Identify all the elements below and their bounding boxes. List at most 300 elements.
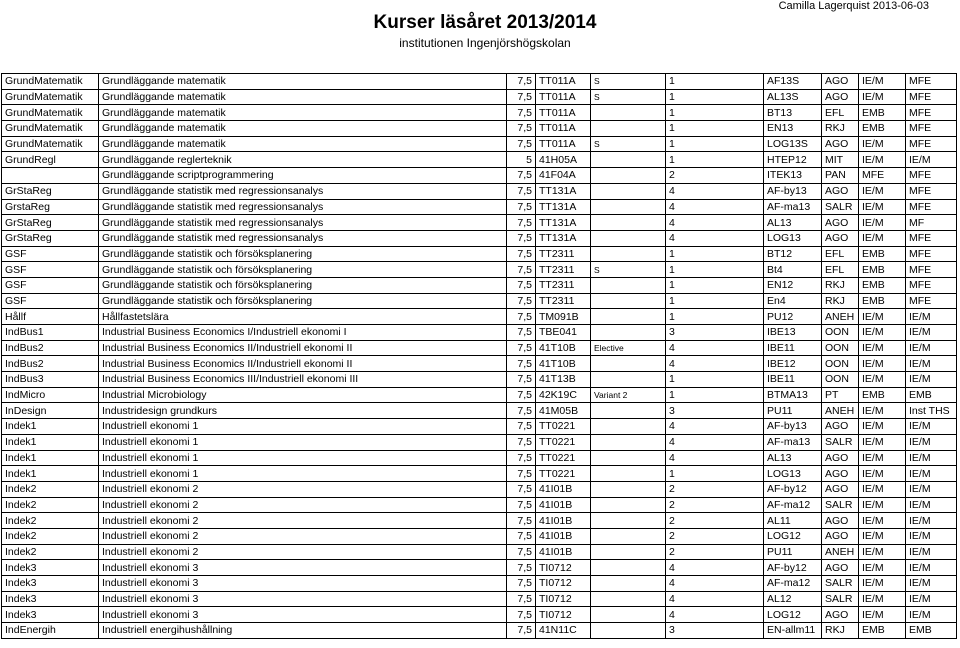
cell-period: 4	[666, 450, 764, 466]
cell-class-group: IBE13	[764, 325, 822, 341]
table-row	[2, 262, 957, 278]
cell-course-id: TT131A	[536, 199, 591, 215]
cell-teacher: EFL	[822, 262, 859, 278]
cell-responsible: MFE	[906, 262, 957, 278]
cell-period: 1	[666, 262, 764, 278]
cell-course-name: Grundläggande reglerteknik	[99, 152, 507, 168]
cell-responsible: IE/M	[906, 309, 957, 325]
cell-course-id: TT0221	[536, 466, 591, 482]
cell-class-group: AF-by12	[764, 560, 822, 576]
cell-class-group: AF13S	[764, 74, 822, 90]
cell-department: EMB	[859, 121, 906, 137]
cell-credits: 7,5	[507, 74, 536, 90]
table-row	[2, 560, 957, 576]
cell-department: IE/M	[859, 466, 906, 482]
cell-course-name: Industridesign grundkurs	[99, 403, 507, 419]
cell-responsible: MFE	[906, 105, 957, 121]
table-row	[2, 199, 957, 215]
cell-course-name: Industriell ekonomi 3	[99, 607, 507, 623]
cell-credits: 7,5	[507, 528, 536, 544]
cell-credits: 7,5	[507, 576, 536, 592]
cell-course-id: TBE041	[536, 325, 591, 341]
cell-teacher: AGO	[822, 230, 859, 246]
cell-course-id: 41T10B	[536, 356, 591, 372]
cell-class-group: AF-ma13	[764, 199, 822, 215]
cell-course-code: Indek3	[2, 607, 99, 623]
cell-course-id: TT2311	[536, 293, 591, 309]
cell-course-type: S	[591, 136, 666, 152]
cell-responsible: IE/M	[906, 419, 957, 435]
cell-course-name: Industriell ekonomi 3	[99, 591, 507, 607]
cell-teacher: PAN	[822, 168, 859, 184]
cell-teacher: AGO	[822, 89, 859, 105]
cell-responsible: MFE	[906, 293, 957, 309]
cell-responsible: EMB	[906, 387, 957, 403]
cell-class-group: AF-ma12	[764, 576, 822, 592]
cell-period: 2	[666, 513, 764, 529]
table-row	[2, 121, 957, 137]
table-row	[2, 215, 957, 231]
cell-teacher: AGO	[822, 560, 859, 576]
cell-teacher: AGO	[822, 481, 859, 497]
cell-course-id: TT011A	[536, 74, 591, 90]
cell-responsible: IE/M	[906, 528, 957, 544]
cell-course-id: TT0221	[536, 434, 591, 450]
cell-course-id: 41N11C	[536, 623, 591, 639]
table-row	[2, 481, 957, 497]
course-table	[1, 73, 957, 639]
cell-course-name: Grundläggande matematik	[99, 136, 507, 152]
cell-credits: 7,5	[507, 466, 536, 482]
cell-course-id: TT011A	[536, 136, 591, 152]
cell-responsible: MFE	[906, 121, 957, 137]
table-row	[2, 356, 957, 372]
cell-course-code: Indek2	[2, 528, 99, 544]
table-row	[2, 434, 957, 450]
cell-period: 1	[666, 136, 764, 152]
cell-course-name: Grundläggande scriptprogrammering	[99, 168, 507, 184]
cell-credits: 7,5	[507, 121, 536, 137]
cell-class-group: EN12	[764, 277, 822, 293]
cell-period: 4	[666, 230, 764, 246]
cell-class-group: Bt4	[764, 262, 822, 278]
cell-course-id: 41I01B	[536, 544, 591, 560]
cell-course-id: TT0221	[536, 419, 591, 435]
cell-credits: 7,5	[507, 591, 536, 607]
cell-course-id: 41F04A	[536, 168, 591, 184]
cell-course-code: GrStaReg	[2, 183, 99, 199]
cell-course-name: Grundläggande matematik	[99, 121, 507, 137]
cell-course-type: S	[591, 74, 666, 90]
cell-course-code: GSF	[2, 277, 99, 293]
cell-course-name: Industriell ekonomi 2	[99, 544, 507, 560]
table-row	[2, 105, 957, 121]
cell-period: 4	[666, 576, 764, 592]
cell-teacher: SALR	[822, 434, 859, 450]
table-row	[2, 387, 957, 403]
cell-teacher: ANEH	[822, 403, 859, 419]
cell-teacher: AGO	[822, 419, 859, 435]
cell-teacher: RKJ	[822, 293, 859, 309]
cell-course-type	[591, 356, 666, 372]
cell-course-type: S	[591, 262, 666, 278]
cell-responsible: MFE	[906, 277, 957, 293]
cell-period: 1	[666, 121, 764, 137]
cell-credits: 7,5	[507, 183, 536, 199]
cell-class-group: LOG13S	[764, 136, 822, 152]
cell-department: MFE	[859, 168, 906, 184]
cell-credits: 7,5	[507, 623, 536, 639]
page-subtitle: institutionen Ingenjörshögskolan	[399, 36, 571, 50]
cell-course-type	[591, 419, 666, 435]
cell-course-name: Hållfastetslära	[99, 309, 507, 325]
cell-department: IE/M	[859, 528, 906, 544]
cell-course-id: TT2311	[536, 262, 591, 278]
cell-teacher: AGO	[822, 607, 859, 623]
cell-course-name: Grundläggande statistik med regressionsanalys	[99, 199, 507, 215]
cell-course-code: GSF	[2, 293, 99, 309]
cell-period: 1	[666, 466, 764, 482]
cell-course-type	[591, 481, 666, 497]
cell-course-type	[591, 497, 666, 513]
table-row	[2, 466, 957, 482]
cell-course-code: InDesign	[2, 403, 99, 419]
cell-class-group: IBE12	[764, 356, 822, 372]
cell-course-code: GrundMatematik	[2, 74, 99, 90]
cell-responsible: IE/M	[906, 481, 957, 497]
cell-period: 1	[666, 89, 764, 105]
cell-department: IE/M	[859, 513, 906, 529]
cell-period: 2	[666, 528, 764, 544]
cell-period: 1	[666, 74, 764, 90]
cell-period: 1	[666, 277, 764, 293]
cell-period: 2	[666, 544, 764, 560]
table-row	[2, 403, 957, 419]
cell-teacher: AGO	[822, 450, 859, 466]
cell-credits: 7,5	[507, 340, 536, 356]
cell-course-code: GrStaReg	[2, 215, 99, 231]
cell-period: 4	[666, 340, 764, 356]
cell-period: 4	[666, 419, 764, 435]
table-row	[2, 513, 957, 529]
cell-course-name: Grundläggande statistik och försöksplanering	[99, 293, 507, 309]
cell-period: 4	[666, 434, 764, 450]
table-row	[2, 230, 957, 246]
cell-responsible: MFE	[906, 246, 957, 262]
cell-class-group: IBE11	[764, 372, 822, 388]
cell-period: 4	[666, 560, 764, 576]
cell-course-id: 41T10B	[536, 340, 591, 356]
cell-course-name: Industriell ekonomi 1	[99, 434, 507, 450]
cell-credits: 7,5	[507, 434, 536, 450]
cell-credits: 7,5	[507, 215, 536, 231]
cell-department: EMB	[859, 293, 906, 309]
cell-course-id: TT131A	[536, 230, 591, 246]
page-header	[0, 0, 960, 72]
table-row	[2, 544, 957, 560]
cell-credits: 7,5	[507, 230, 536, 246]
cell-course-type	[591, 309, 666, 325]
table-row	[2, 152, 957, 168]
cell-course-name: Industrial Business Economics II/Industriell ekonomi II	[99, 356, 507, 372]
cell-teacher: ANEH	[822, 309, 859, 325]
cell-responsible: MFE	[906, 89, 957, 105]
cell-course-id: TT011A	[536, 105, 591, 121]
cell-course-name: Industriell ekonomi 2	[99, 497, 507, 513]
cell-class-group: PU11	[764, 544, 822, 560]
cell-course-id: 41H05A	[536, 152, 591, 168]
cell-department: IE/M	[859, 481, 906, 497]
cell-credits: 7,5	[507, 481, 536, 497]
cell-course-code: Indek1	[2, 419, 99, 435]
cell-class-group: AL11	[764, 513, 822, 529]
cell-course-id: TT131A	[536, 215, 591, 231]
cell-class-group: AF-by13	[764, 183, 822, 199]
cell-department: EMB	[859, 387, 906, 403]
cell-course-type	[591, 513, 666, 529]
cell-course-type: Elective	[591, 340, 666, 356]
cell-teacher: OON	[822, 325, 859, 341]
cell-department: IE/M	[859, 607, 906, 623]
cell-responsible: IE/M	[906, 466, 957, 482]
cell-course-id: 41I01B	[536, 497, 591, 513]
cell-department: IE/M	[859, 450, 906, 466]
cell-department: IE/M	[859, 356, 906, 372]
cell-course-name: Industrial Business Economics II/Industriell ekonomi II	[99, 340, 507, 356]
cell-course-id: TI0712	[536, 560, 591, 576]
cell-department: IE/M	[859, 325, 906, 341]
table-row	[2, 309, 957, 325]
table-row	[2, 325, 957, 341]
cell-period: 2	[666, 168, 764, 184]
table-row	[2, 246, 957, 262]
cell-credits: 7,5	[507, 89, 536, 105]
cell-course-id: TI0712	[536, 576, 591, 592]
cell-period: 4	[666, 356, 764, 372]
cell-period: 1	[666, 293, 764, 309]
cell-teacher: AGO	[822, 513, 859, 529]
cell-course-name: Industriell ekonomi 2	[99, 481, 507, 497]
cell-responsible: IE/M	[906, 607, 957, 623]
table-row	[2, 372, 957, 388]
cell-course-name: Industriell ekonomi 1	[99, 419, 507, 435]
cell-credits: 7,5	[507, 513, 536, 529]
table-row	[2, 591, 957, 607]
cell-course-type: S	[591, 89, 666, 105]
cell-course-type	[591, 215, 666, 231]
cell-course-id: 41M05B	[536, 403, 591, 419]
cell-responsible: MFE	[906, 74, 957, 90]
cell-course-type	[591, 544, 666, 560]
cell-course-name: Grundläggande statistik med regressionsanalys	[99, 215, 507, 231]
table-row	[2, 89, 957, 105]
cell-course-code: IndBus3	[2, 372, 99, 388]
cell-period: 4	[666, 199, 764, 215]
cell-course-name: Industriell ekonomi 1	[99, 450, 507, 466]
cell-teacher: AGO	[822, 183, 859, 199]
cell-course-code: Indek3	[2, 591, 99, 607]
cell-period: 4	[666, 607, 764, 623]
cell-course-code: Indek1	[2, 466, 99, 482]
cell-course-name: Industriell energihushållning	[99, 623, 507, 639]
cell-responsible: IE/M	[906, 340, 957, 356]
cell-course-name: Industriell ekonomi 3	[99, 576, 507, 592]
cell-course-id: TT131A	[536, 183, 591, 199]
cell-course-code	[2, 168, 99, 184]
cell-department: IE/M	[859, 576, 906, 592]
cell-teacher: ANEH	[822, 544, 859, 560]
cell-responsible: IE/M	[906, 513, 957, 529]
cell-department: IE/M	[859, 544, 906, 560]
cell-course-type	[591, 230, 666, 246]
cell-department: EMB	[859, 277, 906, 293]
cell-department: IE/M	[859, 230, 906, 246]
cell-course-name: Industriell ekonomi 3	[99, 560, 507, 576]
cell-period: 1	[666, 387, 764, 403]
cell-credits: 5	[507, 152, 536, 168]
cell-class-group: En4	[764, 293, 822, 309]
cell-period: 2	[666, 481, 764, 497]
cell-course-code: GrundRegl	[2, 152, 99, 168]
cell-course-code: GrStaReg	[2, 230, 99, 246]
cell-class-group: AF-ma12	[764, 497, 822, 513]
cell-teacher: EFL	[822, 105, 859, 121]
cell-teacher: SALR	[822, 199, 859, 215]
cell-course-id: 42K19C	[536, 387, 591, 403]
cell-responsible: Inst THS	[906, 403, 957, 419]
cell-course-name: Industrial Business Economics III/Industriell ekonomi III	[99, 372, 507, 388]
cell-course-type	[591, 277, 666, 293]
cell-responsible: MFE	[906, 230, 957, 246]
cell-credits: 7,5	[507, 607, 536, 623]
cell-credits: 7,5	[507, 136, 536, 152]
cell-course-type	[591, 560, 666, 576]
cell-credits: 7,5	[507, 262, 536, 278]
cell-class-group: LOG12	[764, 607, 822, 623]
cell-department: IE/M	[859, 591, 906, 607]
cell-teacher: RKJ	[822, 277, 859, 293]
cell-responsible: IE/M	[906, 544, 957, 560]
cell-responsible: MFE	[906, 199, 957, 215]
cell-department: IE/M	[859, 340, 906, 356]
cell-responsible: MF	[906, 215, 957, 231]
cell-credits: 7,5	[507, 277, 536, 293]
cell-department: EMB	[859, 246, 906, 262]
cell-course-code: Hållf	[2, 309, 99, 325]
cell-teacher: AGO	[822, 466, 859, 482]
cell-department: IE/M	[859, 497, 906, 513]
cell-responsible: IE/M	[906, 560, 957, 576]
cell-course-name: Industriell ekonomi 2	[99, 528, 507, 544]
cell-class-group: LOG13	[764, 230, 822, 246]
cell-class-group: ITEK13	[764, 168, 822, 184]
cell-course-type	[591, 152, 666, 168]
cell-department: IE/M	[859, 136, 906, 152]
cell-department: IE/M	[859, 183, 906, 199]
cell-course-code: GrundMatematik	[2, 121, 99, 137]
cell-course-type	[591, 576, 666, 592]
cell-class-group: AL13S	[764, 89, 822, 105]
cell-course-id: TM091B	[536, 309, 591, 325]
cell-period: 4	[666, 183, 764, 199]
cell-course-type	[591, 607, 666, 623]
cell-course-id: TT011A	[536, 121, 591, 137]
cell-course-id: TT2311	[536, 277, 591, 293]
cell-period: 3	[666, 623, 764, 639]
table-row	[2, 497, 957, 513]
cell-class-group: EN-allm11	[764, 623, 822, 639]
cell-course-type	[591, 246, 666, 262]
cell-course-code: IndBus2	[2, 340, 99, 356]
cell-course-type	[591, 623, 666, 639]
cell-department: IE/M	[859, 419, 906, 435]
cell-department: IE/M	[859, 309, 906, 325]
table-row	[2, 607, 957, 623]
cell-teacher: OON	[822, 356, 859, 372]
cell-course-id: 41I01B	[536, 513, 591, 529]
cell-course-name: Grundläggande statistik med regressionsanalys	[99, 230, 507, 246]
cell-credits: 7,5	[507, 560, 536, 576]
cell-responsible: MFE	[906, 183, 957, 199]
table-row	[2, 136, 957, 152]
table-row	[2, 450, 957, 466]
cell-class-group: LOG12	[764, 528, 822, 544]
cell-responsible: IE/M	[906, 497, 957, 513]
cell-period: 4	[666, 591, 764, 607]
cell-course-code: GrundMatematik	[2, 105, 99, 121]
cell-course-name: Industrial Microbiology	[99, 387, 507, 403]
cell-teacher: AGO	[822, 74, 859, 90]
cell-credits: 7,5	[507, 199, 536, 215]
cell-class-group: BTMA13	[764, 387, 822, 403]
cell-class-group: AL13	[764, 450, 822, 466]
cell-department: EMB	[859, 262, 906, 278]
cell-course-code: Indek2	[2, 544, 99, 560]
cell-class-group: IBE11	[764, 340, 822, 356]
cell-period: 1	[666, 246, 764, 262]
cell-credits: 7,5	[507, 419, 536, 435]
cell-class-group: PU12	[764, 309, 822, 325]
cell-teacher: OON	[822, 372, 859, 388]
cell-responsible: IE/M	[906, 372, 957, 388]
cell-credits: 7,5	[507, 325, 536, 341]
cell-credits: 7,5	[507, 246, 536, 262]
cell-course-type	[591, 372, 666, 388]
cell-department: IE/M	[859, 152, 906, 168]
cell-responsible: EMB	[906, 623, 957, 639]
cell-course-name: Grundläggande statistik och försöksplanering	[99, 262, 507, 278]
cell-department: EMB	[859, 623, 906, 639]
cell-department: IE/M	[859, 560, 906, 576]
cell-course-id: 41T13B	[536, 372, 591, 388]
cell-class-group: LOG13	[764, 466, 822, 482]
cell-period: 3	[666, 325, 764, 341]
cell-course-code: IndEnergih	[2, 623, 99, 639]
cell-period: 1	[666, 372, 764, 388]
cell-course-code: GSF	[2, 262, 99, 278]
cell-credits: 7,5	[507, 544, 536, 560]
cell-class-group: AL12	[764, 591, 822, 607]
cell-course-code: Indek2	[2, 497, 99, 513]
cell-course-type	[591, 403, 666, 419]
cell-department: EMB	[859, 105, 906, 121]
cell-credits: 7,5	[507, 356, 536, 372]
cell-teacher: AGO	[822, 136, 859, 152]
cell-course-name: Grundläggande statistik med regressionsanalys	[99, 183, 507, 199]
cell-class-group: PU11	[764, 403, 822, 419]
cell-department: IE/M	[859, 434, 906, 450]
cell-credits: 7,5	[507, 497, 536, 513]
